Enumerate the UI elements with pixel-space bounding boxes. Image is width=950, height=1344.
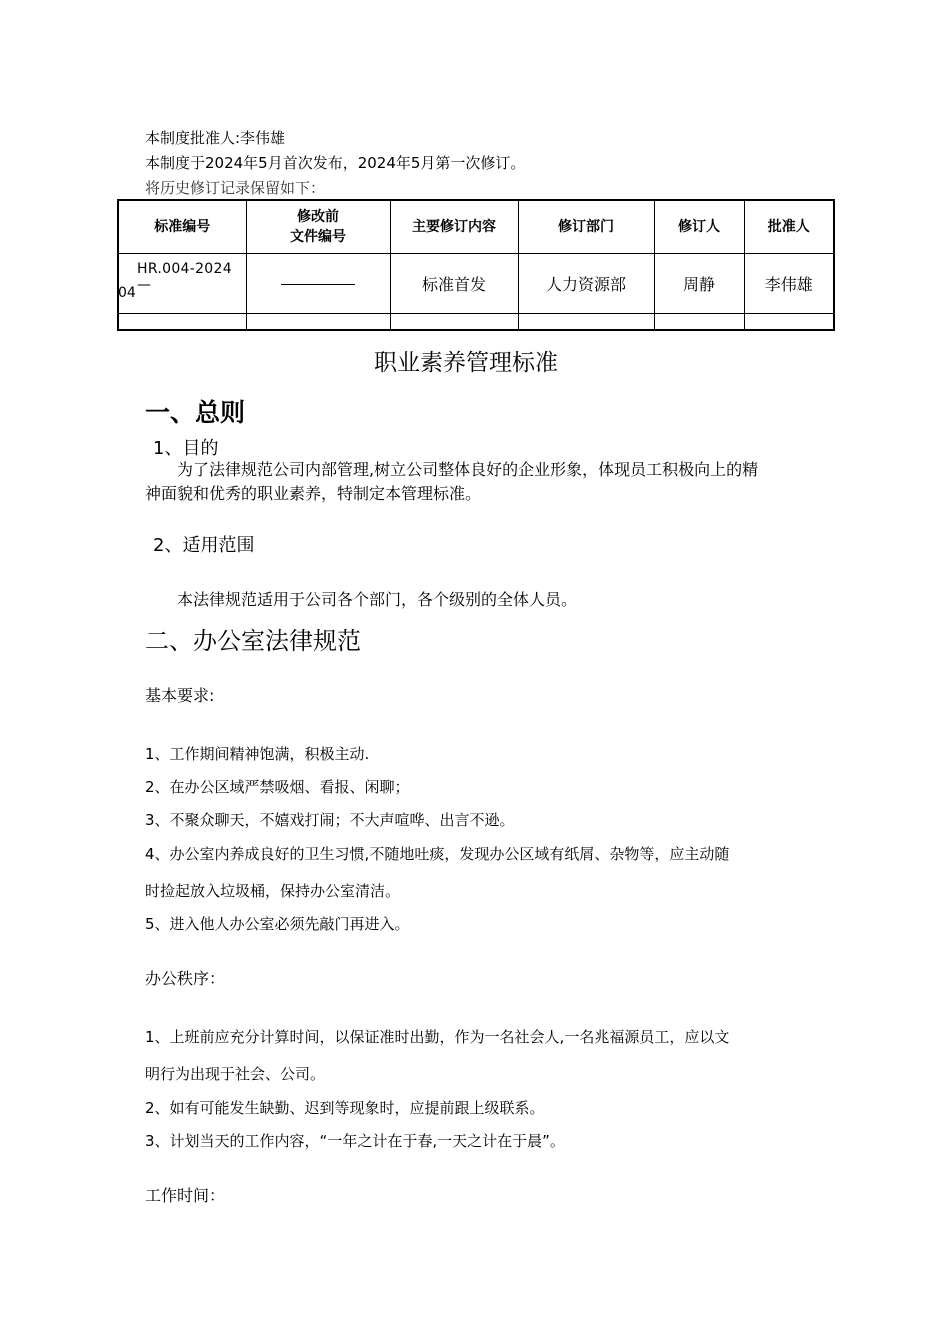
revision-table (117, 199, 835, 331)
cell-approver: 李伟雄 (744, 254, 834, 313)
header-approver: 批准人 (744, 200, 834, 254)
code-line-2: 04 (118, 285, 136, 302)
cell-previous-doc-number (246, 254, 390, 313)
cell-reviser: 周静 (654, 254, 744, 313)
header-reviser: 修订人 (654, 200, 744, 254)
order-item: 1、上班前应充分计算时间，以保证准时出勤，作为一名社会人,一名兆福源员工，应以文 (145, 1028, 730, 1046)
history-note: 将历史修订记录保留如下： (145, 179, 326, 197)
basic-requirements-title: 基本要求: (145, 686, 215, 705)
code-line-1: HR.004-2024— (137, 261, 232, 294)
basic-item: 2、在办公区域严禁吸烟、看报、闲聊； (145, 778, 410, 796)
header-standard-code: 标准编号 (118, 200, 246, 254)
order-item: 3、计划当天的工作内容，“一年之计在于春,一天之计在于晨”。 (145, 1132, 565, 1150)
table-row-empty (118, 313, 834, 330)
empty-cell (654, 313, 744, 330)
empty-cell (744, 313, 834, 330)
cell-department: 人力资源部 (518, 254, 654, 313)
empty-dash (281, 284, 355, 285)
purpose-subheading: 1、目的 (153, 438, 219, 459)
doc-title: 职业素养管理标准 (374, 350, 558, 376)
basic-item: 4、办公室内养成良好的卫生习惯,不随地吐痰，发现办公区域有纸屑、杂物等，应主动随 (145, 845, 730, 863)
section1-heading: 一、总则 (145, 398, 246, 427)
basic-item: 1、工作期间精神饱满，积极主动. (145, 745, 370, 763)
header-main-content: 主要修订内容 (390, 200, 518, 254)
empty-cell (118, 313, 246, 330)
basic-item-continued: 时捡起放入垃圾桶，保持办公室清洁。 (145, 882, 401, 900)
header-department: 修订部门 (518, 200, 654, 254)
approver-line: 本制度批准人:李伟雄 (145, 129, 286, 147)
header-doc-number-label: 文件编号 (290, 229, 346, 246)
empty-cell (390, 313, 518, 330)
order-item: 2、如有可能发生缺勤、迟到等现象时，应提前跟上级联系。 (145, 1099, 545, 1117)
empty-cell (246, 313, 390, 330)
work-time-title: 工作时间： (145, 1186, 226, 1205)
office-order-title: 办公秩序： (145, 969, 226, 988)
cell-standard-code (118, 254, 246, 313)
scope-subheading: 2、适用范围 (153, 535, 255, 556)
section2-heading: 二、办公室法律规范 (145, 627, 361, 655)
empty-cell (518, 313, 654, 330)
scope-text: 本法律规范适用于公司各个部门，各个级别的全体人员。 (177, 590, 578, 609)
basic-item: 5、进入他人办公室必须先敲门再进入。 (145, 915, 410, 933)
purpose-line-1: 为了法律规范公司内部管理,树立公司整体良好的企业形象，体现员工积极向上的精 (177, 460, 759, 479)
basic-item: 3、不聚众聊天，不嬉戏打闹；不大声喧哗、出言不逊。 (145, 811, 515, 829)
cell-content: 标准首发 (390, 254, 518, 313)
header-previous-label: 修改前 (297, 209, 339, 226)
publish-line: 本制度于2024年5月首次发布，2024年5月第一次修订。 (145, 154, 526, 172)
purpose-line-2: 神面貌和优秀的职业素养，特制定本管理标准。 (145, 484, 482, 503)
table-row (118, 254, 834, 313)
order-item-continued: 明行为出现于社会、公司。 (145, 1065, 326, 1083)
header-previous-doc-number (246, 200, 390, 254)
table-header-row (118, 200, 834, 254)
